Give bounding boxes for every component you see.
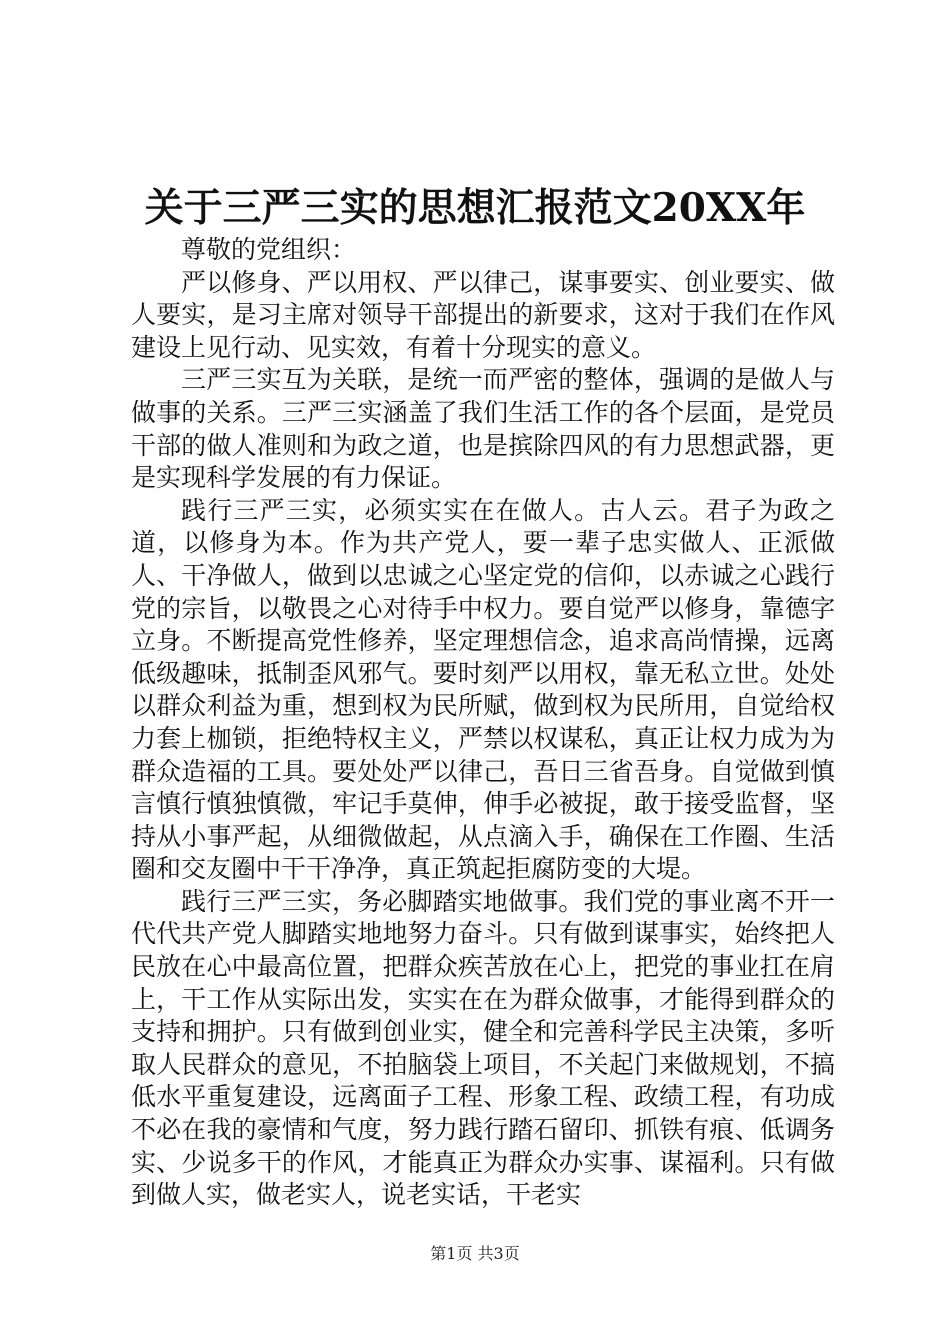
salutation: 尊敬的党组织： <box>181 235 357 264</box>
paragraph: 三严三实互为关联，是统一而严密的整体，强调的是做人与做事的关系。三严三实涵盖了我们生活工作的各个层面，是党员干部的做人准则和为政之道，也是摈除四风的有力思想武器，更是实现科学发展的有力保证。 <box>131 365 835 493</box>
paragraph: 践行三严三实，务必脚踏实地做事。我们党的事业离不开一代代共产党人脚踏实地地努力奋斗。只有做到谋事实，始终把人民放在心中最高位置，把群众疾苦放在心上，把党的事业扛在肩上，干工作从实际出发，实实在在为群众做事，才能得到群众的支持和拥护。只有做到创业实，健全和完善科学民主决策，多听取人民群众的意见，不拍脑袋上项目，不关起门来做规划，不搞低水平重复建设，远离面子工程、形象工程、政绩工程，有功成不必在我的豪情和气度，努力践行踏石留印、抓铁有痕、低调务实、少说多干的作风，才能真正为群众办实事、谋福利。只有做到做人实，做老实人，说老实话，干老实 <box>131 886 835 1210</box>
paragraph: 严以修身、严以用权、严以律己，谋事要实、创业要实、做人要实，是习主席对领导干部提出的新要求，这对于我们在作风建设上见行动、见实效，有着十分现实的意义。 <box>131 267 835 362</box>
document-title: 关于三严三实的思想汇报范文20XX年 <box>144 185 806 231</box>
document-body <box>131 234 835 1212</box>
page-number-footer: 第1页 共3页 <box>430 1244 520 1263</box>
paragraph: 践行三严三实，必须实实在在做人。古人云。君子为政之道，以修身为本。作为共产党人，要一辈子忠实做人、正派做人、干净做人，做到以忠诚之心坚定党的信仰，以赤诚之心践行党的宗旨，以敬畏之心对待手中权力。要自觉严以修身，靠德字立身。不断提高党性修养，坚定理想信念，追求高尚情操，远离低级趣味，抵制歪风邪气。要时刻严以用权，靠无私立世。处处以群众利益为重，想到权为民所赋，做到权为民所用，自觉给权力套上枷锁，拒绝特权主义，严禁以权谋私，真正让权力成为为群众造福的工具。要处处严以律己，吾日三省吾身。自觉做到慎言慎行慎独慎微，牢记手莫伸，伸手必被捉，敢于接受监督，坚持从小事严起，从细微做起，从点滴入手，确保在工作圈、生活圈和交友圈中干干净净，真正筑起拒腐防变的大堤。 <box>131 495 835 884</box>
